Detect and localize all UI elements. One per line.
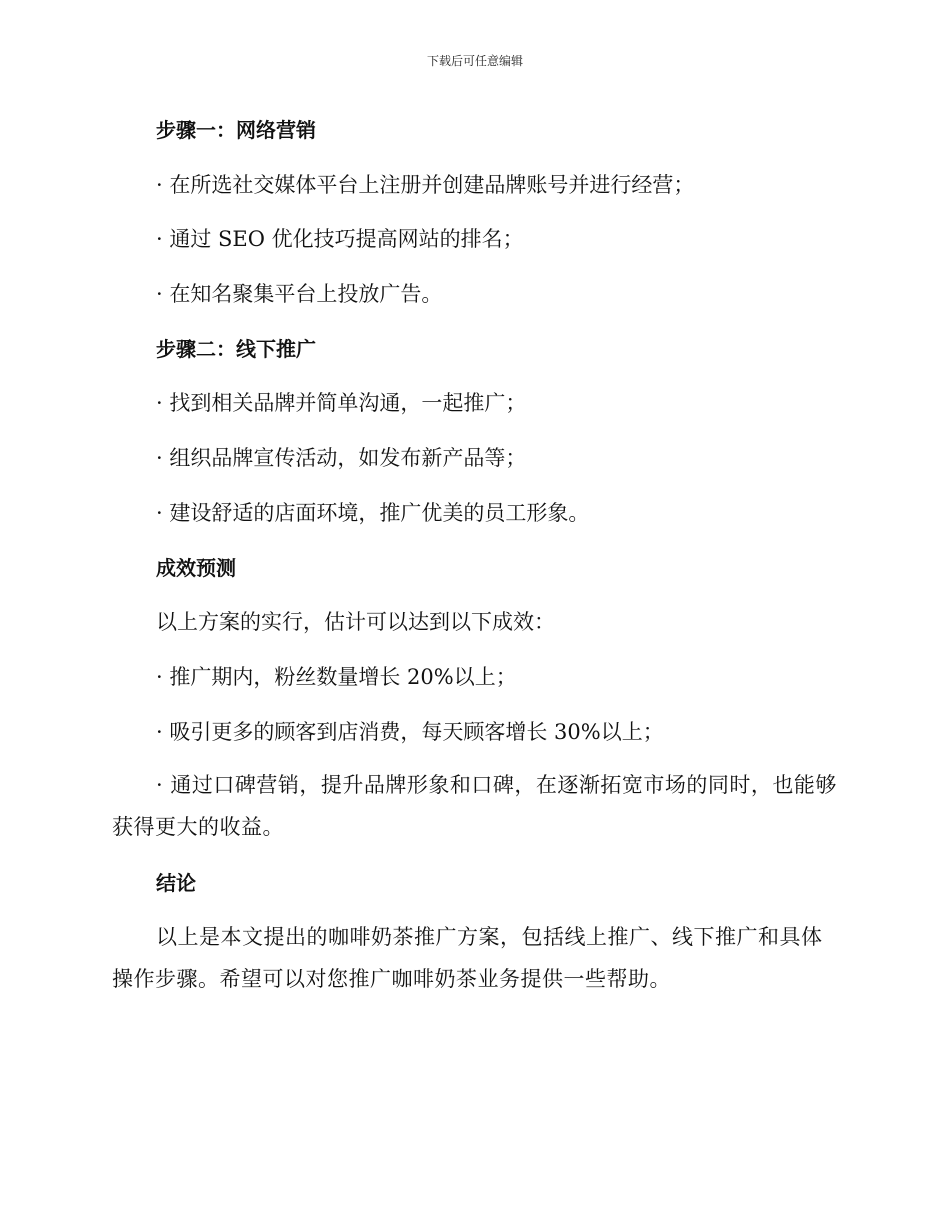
forecast-intro: 以上方案的实行，估计可以达到以下成效： bbox=[156, 610, 555, 635]
forecast-bullet-3: · 通过口碑营销，提升品牌形象和口碑，在逐渐拓宽市场的同时，也能够获得更大的收益。 bbox=[112, 773, 837, 840]
step2-bullet-3: · 建设舒适的店面环境，推广优美的员工形象。 bbox=[156, 500, 590, 525]
step1-bullet-1: · 在所选社交媒体平台上注册并创建品牌账号并进行经营； bbox=[156, 172, 695, 197]
document-body bbox=[112, 108, 842, 1012]
forecast-bullet-2: · 吸引更多的顾客到店消费，每天顾客增长 30%以上； bbox=[156, 719, 664, 744]
step1-bullet-3: · 在知名聚集平台上投放广告。 bbox=[156, 282, 443, 307]
forecast-bullet-1: · 推广期内，粉丝数量增长 20%以上； bbox=[156, 664, 517, 689]
step2-heading: 步骤二：线下推广 bbox=[156, 336, 316, 361]
page-header: 下载后可任意编辑 bbox=[426, 54, 523, 68]
forecast-heading: 成效预测 bbox=[156, 555, 236, 580]
conclusion-heading: 结论 bbox=[156, 870, 196, 895]
step1-bullet-2: · 通过 SEO 优化技巧提高网站的排名； bbox=[156, 227, 524, 252]
step1-heading: 步骤一：网络营销 bbox=[156, 118, 316, 142]
step2-bullet-2: · 组织品牌宣传活动，如发布新产品等； bbox=[156, 446, 527, 471]
step2-bullet-1: · 找到相关品牌并简单沟通，一起推广； bbox=[156, 391, 527, 416]
conclusion-body: 以上是本文提出的咖啡奶茶推广方案，包括线上推广、线下推广和具体操作步骤。希望可以对您推广咖啡奶茶业务提供一些帮助。 bbox=[112, 924, 823, 991]
